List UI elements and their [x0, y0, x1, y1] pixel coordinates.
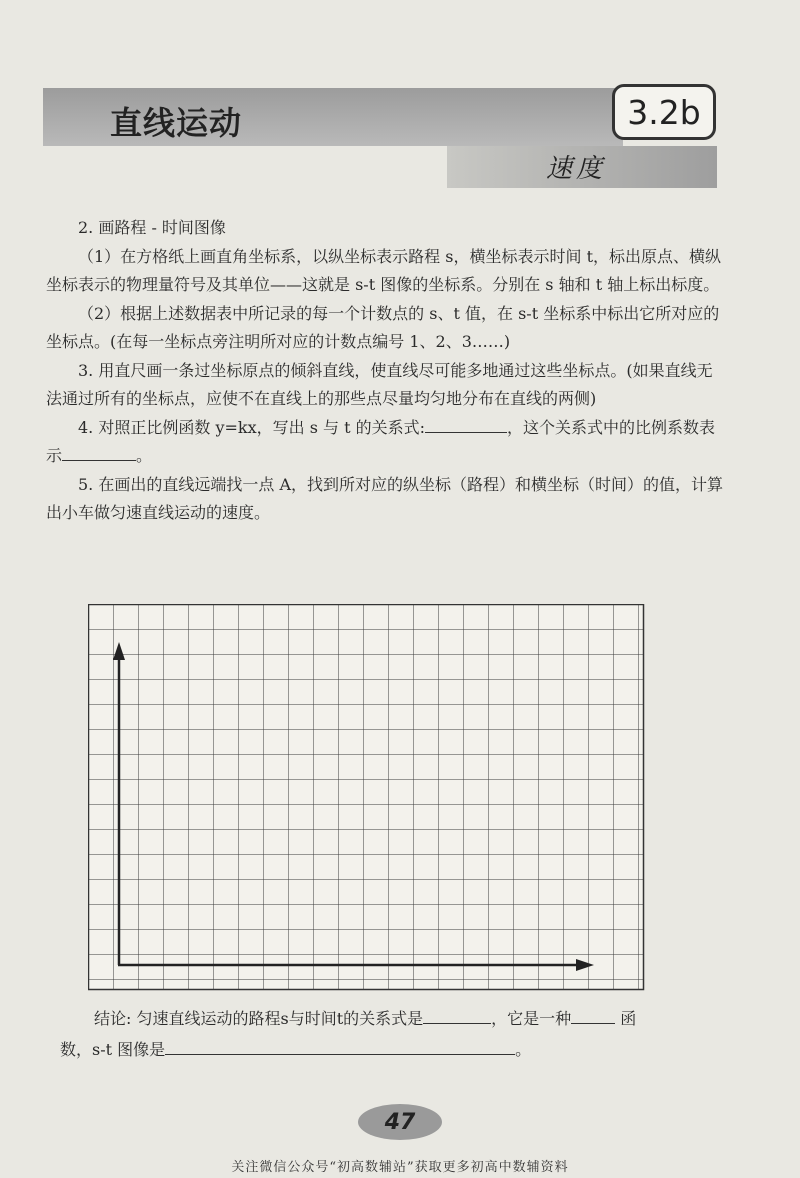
item-2-step-2: （2）根据上述数据表中所记录的每一个计数点的 s、t 值，在 s-t 坐标系中标出它所对应的坐标点。(在每一坐标点旁注明所对应的计数点编号 1、2、3……) [46, 303, 720, 351]
item-4 [46, 414, 726, 471]
conclusion-line-2 [60, 1034, 740, 1065]
item-2-title: 2. 画路程 - 时间图像 [78, 218, 226, 237]
relation-answer-blank[interactable] [425, 414, 507, 433]
item-2-step-1: （1）在方格纸上画直角坐标系，以纵坐标表示路程 s，横坐标表示时间 t，标出原点、横纵坐标表示的物理量符号及其单位——这就是 s-t 图像的坐标系。分别在 s 轴和 t 轴上标出标度。 [46, 246, 721, 294]
chapter-title: 直线运动 [110, 104, 243, 142]
conclusion-text-c: 函 [620, 1009, 637, 1028]
section-subtitle: 速度 [546, 154, 607, 184]
conclusion-line-1 [60, 1003, 740, 1034]
conclusion-text-d: 数，s-t 图像是 [60, 1040, 166, 1059]
item-4-text-a: 4. 对照正比例函数 y=kx，写出 s 与 t 的关系式: [78, 417, 425, 437]
exercise-content [46, 214, 726, 528]
conclusion-text-e: 。 [515, 1040, 532, 1059]
item-5: 5. 在画出的直线远端找一点 A，找到所对应的纵坐标（路程）和横坐标（时间）的值，计算出小车做匀速直线运动的速度。 [46, 474, 723, 522]
item-4-text-c: 。 [136, 446, 153, 465]
graph-paper[interactable] [88, 604, 648, 1002]
item-3: 3. 用直尺画一条过坐标原点的倾斜直线，使直线尽可能多地通过这些坐标点。(如果直线无法通过所有的坐标点，应使不在直线上的那些点尽量均匀地分布在直线的两侧) [46, 360, 713, 408]
function-type-blank[interactable] [571, 1005, 615, 1024]
grid-svg [88, 604, 648, 998]
page-number: 47 [358, 1104, 442, 1140]
conclusion-text-a: 结论: 匀速直线运动的路程s与时间t的关系式是 [94, 1009, 424, 1028]
conclusion-text-b: ，它是一种 [491, 1009, 572, 1028]
coefficient-answer-blank[interactable] [62, 442, 136, 461]
section-number-badge: 3.2b [612, 84, 716, 140]
footer-note: 关注微信公众号“初高数辅站”获取更多初高中数辅资料 [231, 1160, 569, 1175]
graph-shape-blank[interactable] [165, 1036, 515, 1055]
conclusion [60, 1003, 740, 1065]
item-4-text-b: ，这个关系式中的比例系数表示 [46, 417, 715, 465]
st-relation-blank[interactable] [423, 1005, 491, 1024]
